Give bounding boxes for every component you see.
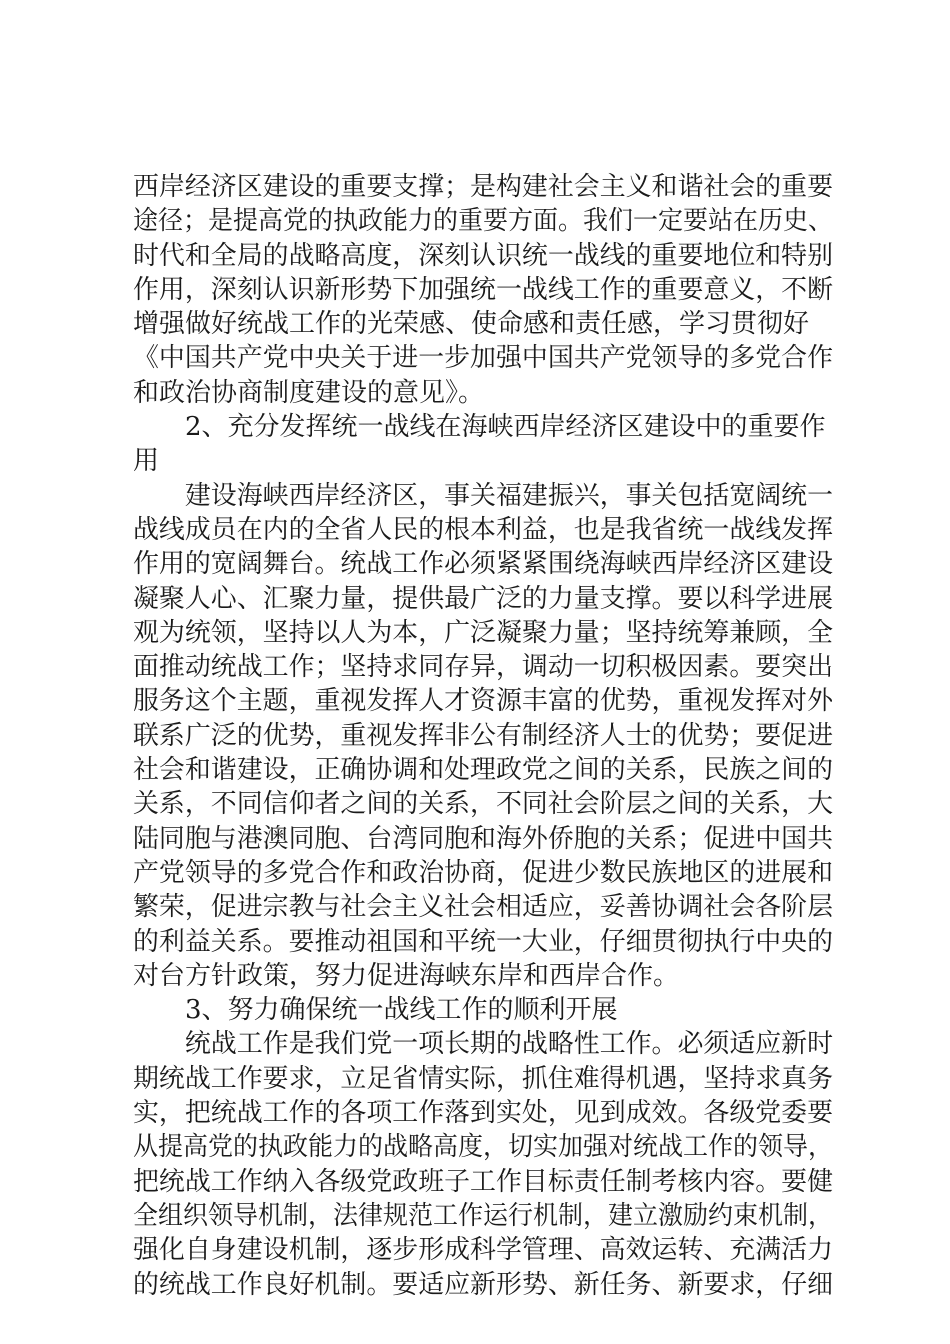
text-line: 增强做好统战工作的光荣感、使命感和责任感，学习贯彻好 xyxy=(133,309,810,340)
text-line: 联系广泛的优势，重视发挥非公有制经济人士的优势；要促进 xyxy=(133,720,834,751)
text-line: 从提高党的执政能力的战略高度，切实加强对统战工作的领导， xyxy=(133,1132,833,1163)
text-line: 把统战工作纳入各级党政班子工作目标责任制考核内容。要健 xyxy=(133,1166,834,1197)
text-line: 3、努力确保统一战线工作的顺利开展 xyxy=(185,995,618,1026)
text-line: 时代和全局的战略高度，深刻认识统一战线的重要地位和特别 xyxy=(133,240,834,271)
text-line: 和政治协商制度建设的意见》。 xyxy=(133,377,485,408)
text-line: 建设海峡西岸经济区，事关福建振兴，事关包括宽阔统一 xyxy=(184,480,834,511)
text-line: 西岸经济区建设的重要支撑；是构建社会主义和谐社会的重要 xyxy=(133,172,834,202)
text-line: 作用的宽阔舞台。统战工作必须紧紧围绕海峡西岸经济区建设 xyxy=(133,549,834,580)
text-line: 途径；是提高党的执政能力的重要方面。我们一定要站在历史、 xyxy=(133,206,833,237)
text-line: 服务这个主题，重视发挥人才资源丰富的优势，重视发挥对外 xyxy=(133,686,834,717)
text-line: 繁荣，促进宗教与社会主义社会相适应，妥善协调社会各阶层 xyxy=(133,892,834,923)
text-line: 2、充分发挥统一战线在海峡西岸经济区建设中的重要作 xyxy=(185,412,826,443)
text-line: 凝聚人心、汇聚力量，提供最广泛的力量支撑。要以科学进展 xyxy=(133,583,834,614)
text-line: 关系，不同信仰者之间的关系，不同社会阶层之间的关系，大 xyxy=(133,789,834,820)
text-line: 观为统领，坚持以人为本，广泛凝聚力量；坚持统筹兼顾，全 xyxy=(133,617,834,648)
text-line: 全组织领导机制，法律规范工作运行机制，建立激励约束机制， xyxy=(133,1200,833,1231)
text-line: 的利益关系。要推动祖国和平统一大业，仔细贯彻执行中央的 xyxy=(133,926,834,957)
text-line: 统战工作是我们党一项长期的战略性工作。必须适应新时 xyxy=(184,1029,834,1060)
text-line: 作用，深刻认识新形势下加强统一战线工作的重要意义，不断 xyxy=(133,274,834,305)
text-line: 产党领导的多党合作和政治协商，促进少数民族地区的进展和 xyxy=(133,857,834,888)
document-body-text xyxy=(133,170,833,1302)
text-line: 面推动统战工作；坚持求同存异，调动一切积极因素。要突出 xyxy=(133,652,834,683)
text-line: 强化自身建设机制，逐步形成科学管理、高效运转、充满活力 xyxy=(133,1235,834,1266)
text-line: 对台方针政策，努力促进海峡东岸和西岸合作。 xyxy=(133,960,680,991)
text-line: 《中国共产党中央关于进一步加强中国共产党领导的多党合作 xyxy=(133,343,834,374)
text-line: 期统战工作要求，立足省情实际，抓住难得机遇，坚持求真务 xyxy=(133,1063,834,1094)
text-line: 战线成员在内的全省人民的根本利益，也是我省统一战线发挥 xyxy=(133,514,834,545)
text-line: 实，把统战工作的各项工作落到实处，见到成效。各级党委要 xyxy=(133,1098,834,1129)
text-line: 陆同胞与港澳同胞、台湾同胞和海外侨胞的关系；促进中国共 xyxy=(133,823,834,854)
text-line: 的统战工作良好机制。要适应新形势、新任务、新要求，仔细 xyxy=(133,1269,834,1300)
text-line: 用 xyxy=(133,446,160,477)
text-line: 社会和谐建设，正确协调和处理政党之间的关系，民族之间的 xyxy=(133,755,834,786)
